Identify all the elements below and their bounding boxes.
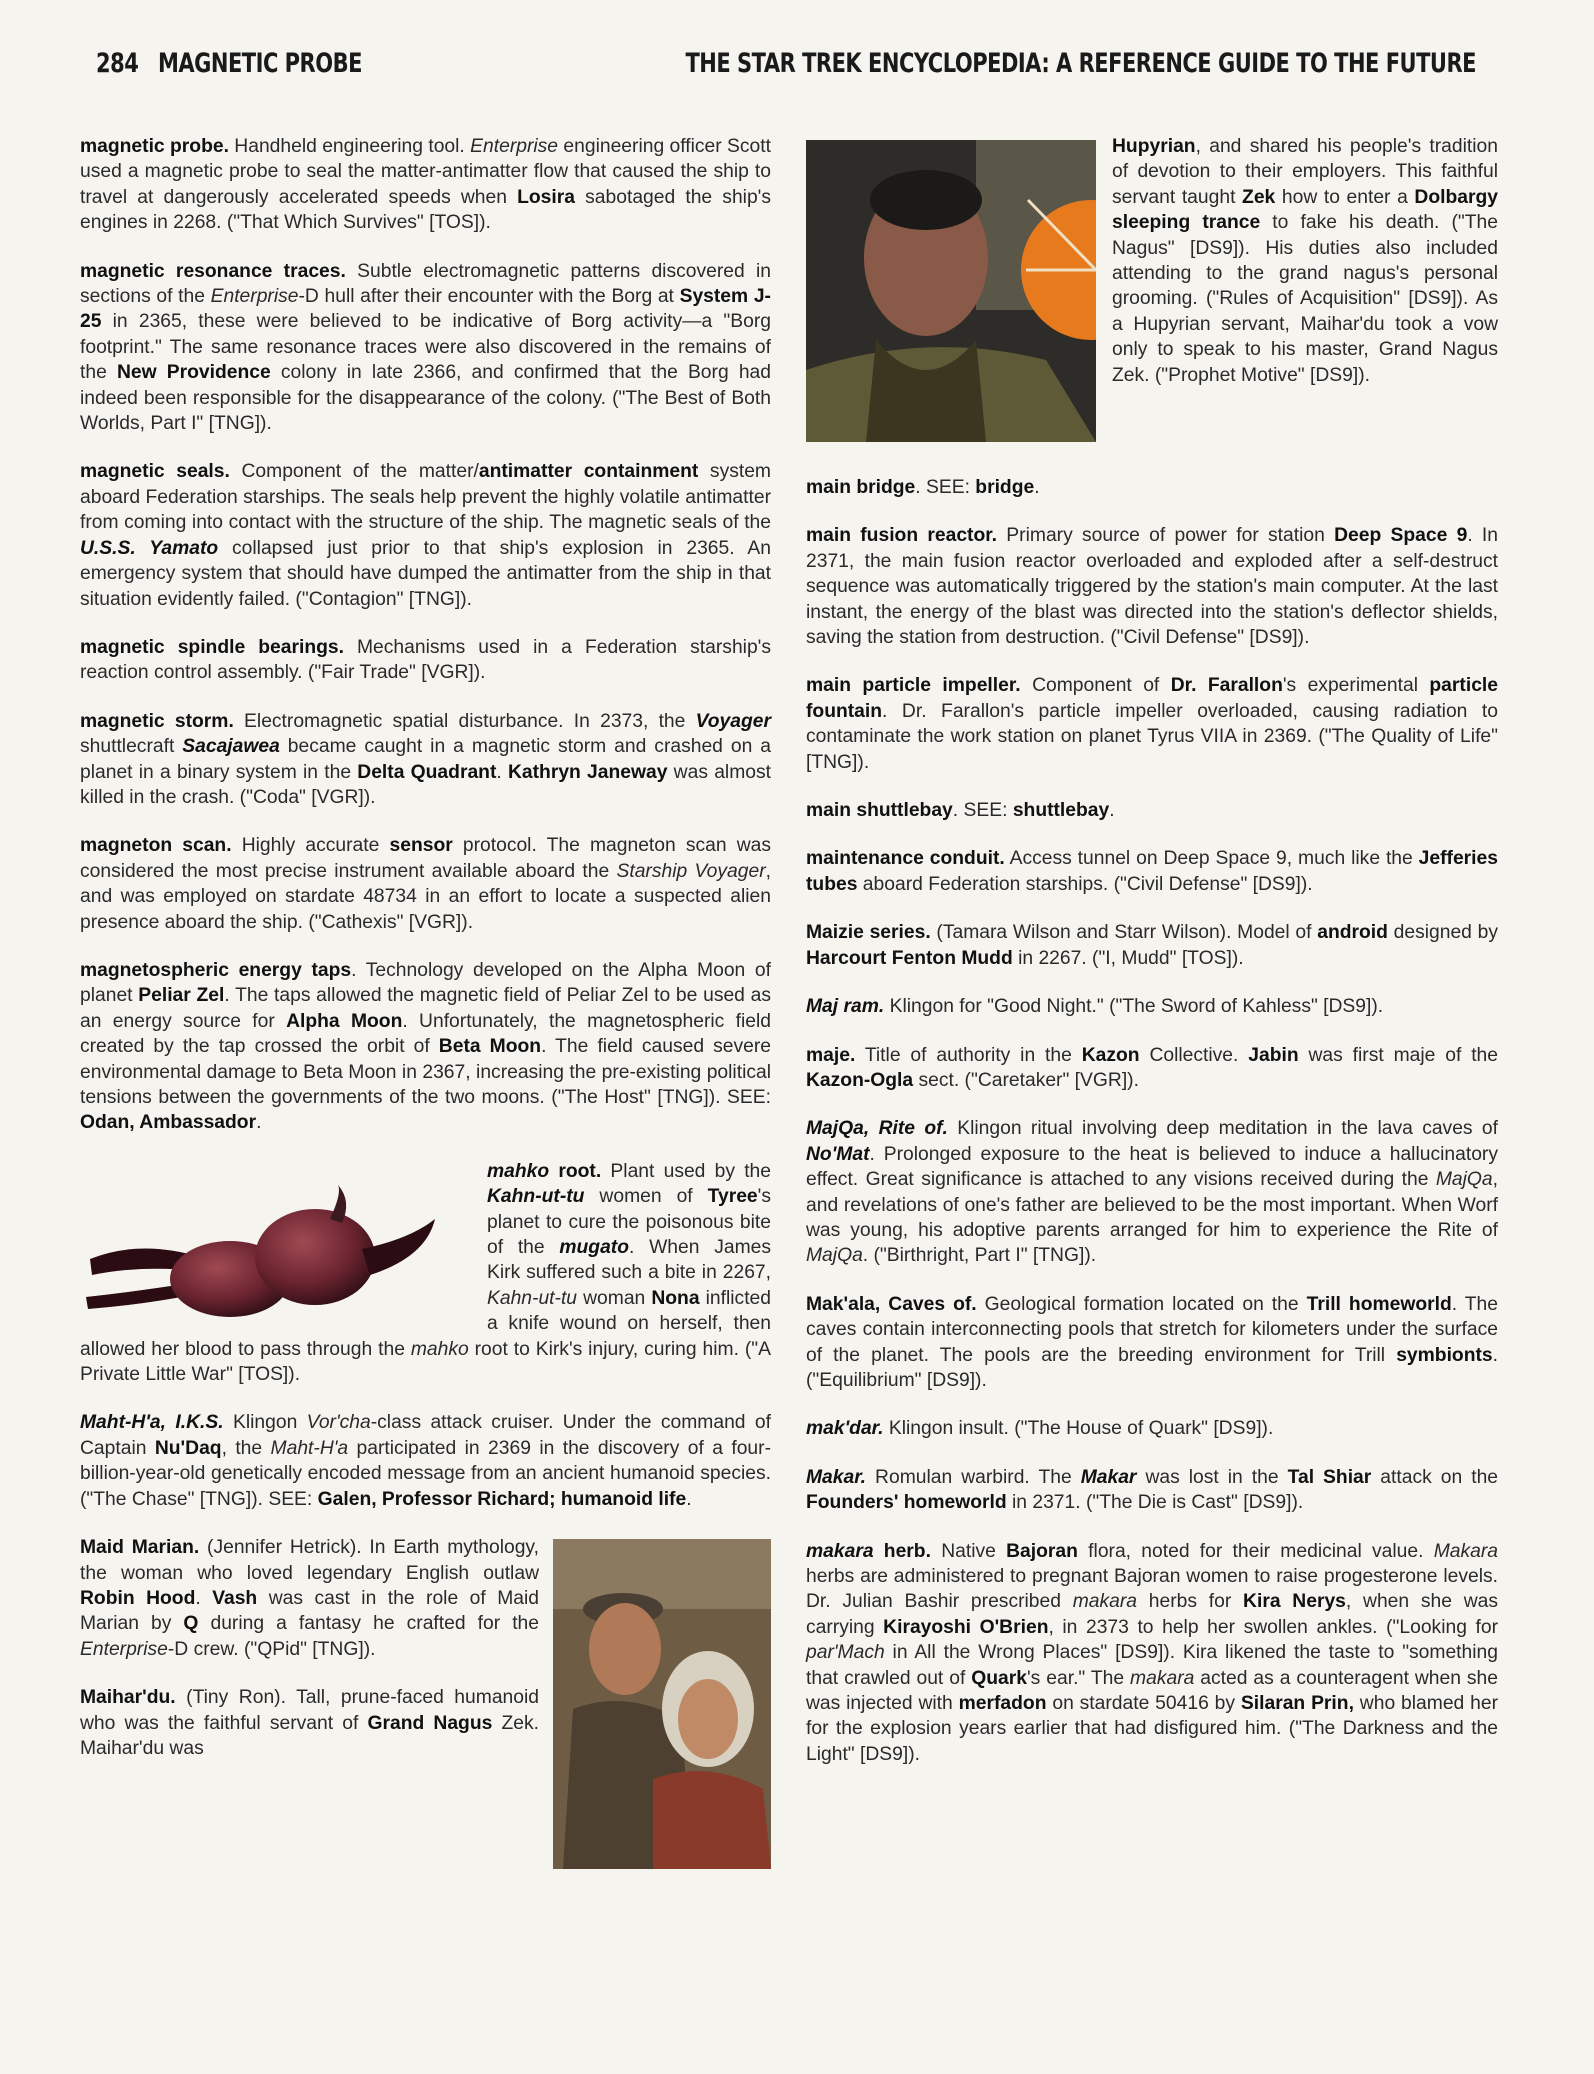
entry-maizie-series: Maizie series. (Tamara Wilson and Starr Wilson). Model of android designed by Harcourt Fenton Mudd in 2267. ("I, Mudd" [TOS]).: [806, 922, 1498, 969]
entry-maje: maje. Title of authority in the Kazon Collective. Jabin was first maje of the Kazon-Ogla sect. ("Caretaker" [VGR]).: [806, 1044, 1498, 1091]
entry-maht-ha: Maht-H'a, I.K.S. Klingon Vor'cha-class attack cruiser. Under the command of Captain Nu'Daq, the Maht-H'a participated in 2369 in the discovery of a four-billion-year-old genetically encoded message from an ancient humanoid species. ("The Chase" [TNG]). SEE: Galen, Professor Richard; humanoid life.: [80, 1412, 771, 1510]
entry-makar: Makar. Romulan warbird. The Makar was lost in the Tal Shiar attack on the Founders' homeworld in 2371. ("The Die is Cast" [DS9]).: [806, 1466, 1499, 1514]
entry-magnetic-probe: magnetic probe. Handheld engineering tool. Enterprise engineering officer Scott used a magnetic probe to seal the matter-antimatter flow that caused the ship to travel at dangerously accelerated speeds when Losira sabotaged the ship's engines in 2268. ("That Which Survives" [TOS]).: [80, 136, 771, 234]
entry-magneton-scan: magneton scan. Highly accurate sensor protocol. The magneton scan was considered the most precise instrument available aboard the Starship Voyager, and was employed on stardate 48734 in an effort to locate a suspected alien presence aboard the ship. ("Cathexis" [VGR]).: [80, 835, 771, 933]
left-column: [80, 134, 771, 2034]
maid-marian-photo: [553, 1539, 771, 1869]
page-number: 284: [96, 48, 139, 78]
entry-makala-caves-of: Mak'ala, Caves of. Geological formation located on the Trill homeworld. The caves contain interconnecting pools that stretch for kilometers under the surface of the planet. The pools are the breeding environment for Trill symbionts. ("Equilibrium" [DS9]).: [806, 1293, 1499, 1391]
entry-majqa-rite-of: MajQa, Rite of. Klingon ritual involving deep meditation in the lava caves of No'Mat. Prolonged exposure to the heat is believed to induce a hallucinatory effect. Great significance is attached to any visions received during the MajQa, and revelations of one's father are believed to be the most important. When Worf was young, his adoptive parents arranged for him to experience the Rite of MajQa. ("Birthright, Part I" [TNG]).: [806, 1118, 1498, 1267]
entry-main-shuttlebay: main shuttlebay. SEE: shuttlebay.: [806, 800, 1115, 822]
entry-main-particle-impeller: main particle impeller. Component of Dr. Farallon's experimental particle fountain. Dr. Farallon's particle impeller overloaded, causing radiation to contaminate the work station on planet Tyrus VIIA in 2369. ("The Quality of Life" [TNG]).: [806, 675, 1498, 773]
entry-mahko-root: mahko root. Plant used by the Kahn-ut-tu women of Tyree's planet to cure the poisonous bite of the mugato. When James Kirk suffered such a bite in 2267, Kahn-ut-tu woman Nona inflicted a knife wound on herself, then allowed her blood to pass through the mahko root to Kirk's injury, curing him. ("A Private Little War" [TOS]).: [80, 1160, 771, 1386]
entry-main-bridge: main bridge. SEE: bridge.: [806, 477, 1040, 498]
entry-magnetic-storm: magnetic storm. Electromagnetic spatial disturbance. In 2373, the Voyager shuttlecraft Sacajawea became caught in a magnetic storm and crashed on a planet in a binary system in the Delta Quadrant. Kathryn Janeway was almost killed in the crash. ("Coda" [VGR]).: [80, 710, 771, 808]
entry-makdar: mak'dar. Klingon insult. ("The House of Quark" [DS9]).: [806, 1418, 1274, 1440]
entry-magnetic-seals: magnetic seals. Component of the matter/antimatter containment system aboard Federation starships. The seals help prevent the highly volatile antimatter from coming into contact with the structure of the ship. The magnetic seals of the U.S.S. Yamato collapsed just prior to that ship's explosion in 2365. An emergency system that should have dumped the antimatter from the ship in that situation evidently failed. ("Contagion" [TNG]).: [80, 461, 771, 610]
entry-main-fusion-reactor: main fusion reactor. Primary source of power for station Deep Space 9. In 2371, the main fusion reactor overloaded and exploded after a self-destruct sequence was automatically triggered by the station's main computer. At the last instant, the energy of the blast was directed into the station's deflector shields, saving the station from destruction. ("Civil Defense" [DS9]).: [806, 525, 1499, 649]
entry-makara-herb: makara herb. Native Bajoran flora, noted for their medicinal value. Makara herbs are administered to pregnant Bajoran women to raise progesterone levels. Dr. Julian Bashir prescribed makara herbs for Kira Nerys, when she was carrying Kirayoshi O'Brien, in 2373 to help her swollen ankles. ("Looking for par'Mach in All the Wrong Places" [DS9]). Kira likened the taste to "something that crawled out of Quark's ear." The makara acted as a counteragent when she was injected with merfadon on stardate 50416 by Silaran Prin, who blamed her for the explosion years earlier that had disfigured him. ("The Darkness and the Light" [DS9]).: [806, 1540, 1499, 1765]
running-header: [96, 48, 1476, 91]
entry-magnetic-spindle-bearings: magnetic spindle bearings. Mechanisms used in a Federation starship's reaction control assembly. ("Fair Trade" [VGR]).: [80, 636, 771, 684]
entry-maihar-du: Maihar'du. (Tiny Ron). Tall, prune-faced humanoid who was the faithful servant of Grand Nagus Zek. Maihar'du was: [80, 1687, 539, 1759]
marian-maihar-block: [80, 1535, 771, 1761]
entry-maj-ram: Maj ram. Klingon for "Good Night." ("The Sword of Kahless" [DS9]).: [806, 996, 1384, 1018]
entry-maihar-du-continued: Hupyrian, and shared his people's tradition of devotion to their employers. This faithful servant taught Zek how to enter a Dolbargy sleeping trance to fake his death. ("The Nagus" [DS9]). His duties also included attending to the grand nagus's personal grooming. ("Rules of Acquisition" [DS9]). As a Hupyrian servant, Maihar'du took a vow only to speak to his master, Grand Nagus Zek. ("Prophet Motive" [DS9]).: [806, 134, 1498, 452]
entry-magnetic-resonance-traces: magnetic resonance traces. Subtle electromagnetic patterns discovered in sections of the Enterprise-D hull after their encounter with the Borg at System J-25 in 2365, these were believed to be indicative of Borg activity—a "Borg footprint." The same resonance traces were also discovered in the remains of the New Providence colony in late 2366, and confirmed that the Borg had indeed been responsible for the disappearance of the colony. ("The Best of Both Worlds, Part I" [TNG]).: [80, 260, 771, 435]
right-column: [806, 134, 1498, 2034]
mahko-root-image: [80, 1179, 475, 1327]
entry-maintenance-conduit: maintenance conduit. Access tunnel on Deep Space 9, much like the Jefferies tubes aboard Federation starships. ("Civil Defense" [DS9]).: [806, 848, 1498, 895]
entry-magnetospheric-energy-taps: magnetospheric energy taps. Technology developed on the Alpha Moon of planet Peliar Zel. The taps allowed the magnetic field of Peliar Zel to be used as an energy source for Alpha Moon. Unfortunately, the magnetospheric field created by the tap crossed the orbit of Beta Moon. The field caused severe environmental damage to Beta Moon in 2367, increasing the pre-existing political tensions between the governments of the two moons. ("The Host" [TNG]). SEE: Odan, Ambassador.: [80, 959, 772, 1134]
entry-maid-marian: Maid Marian. (Jennifer Hetrick). In Earth mythology, the woman who loved legendary English outlaw Robin Hood. Vash was cast in the role of Maid Marian by Q during a fantasy he crafted for the Enterprise-D crew. ("QPid" [TNG]).: [80, 1537, 540, 1660]
maihar-du-photo: [806, 140, 1096, 442]
book-title: THE STAR TREK ENCYCLOPEDIA: A REFERENCE GUIDE TO THE FUTURE: [685, 48, 1476, 78]
section-title: MAGNETIC PROBE: [158, 48, 362, 78]
